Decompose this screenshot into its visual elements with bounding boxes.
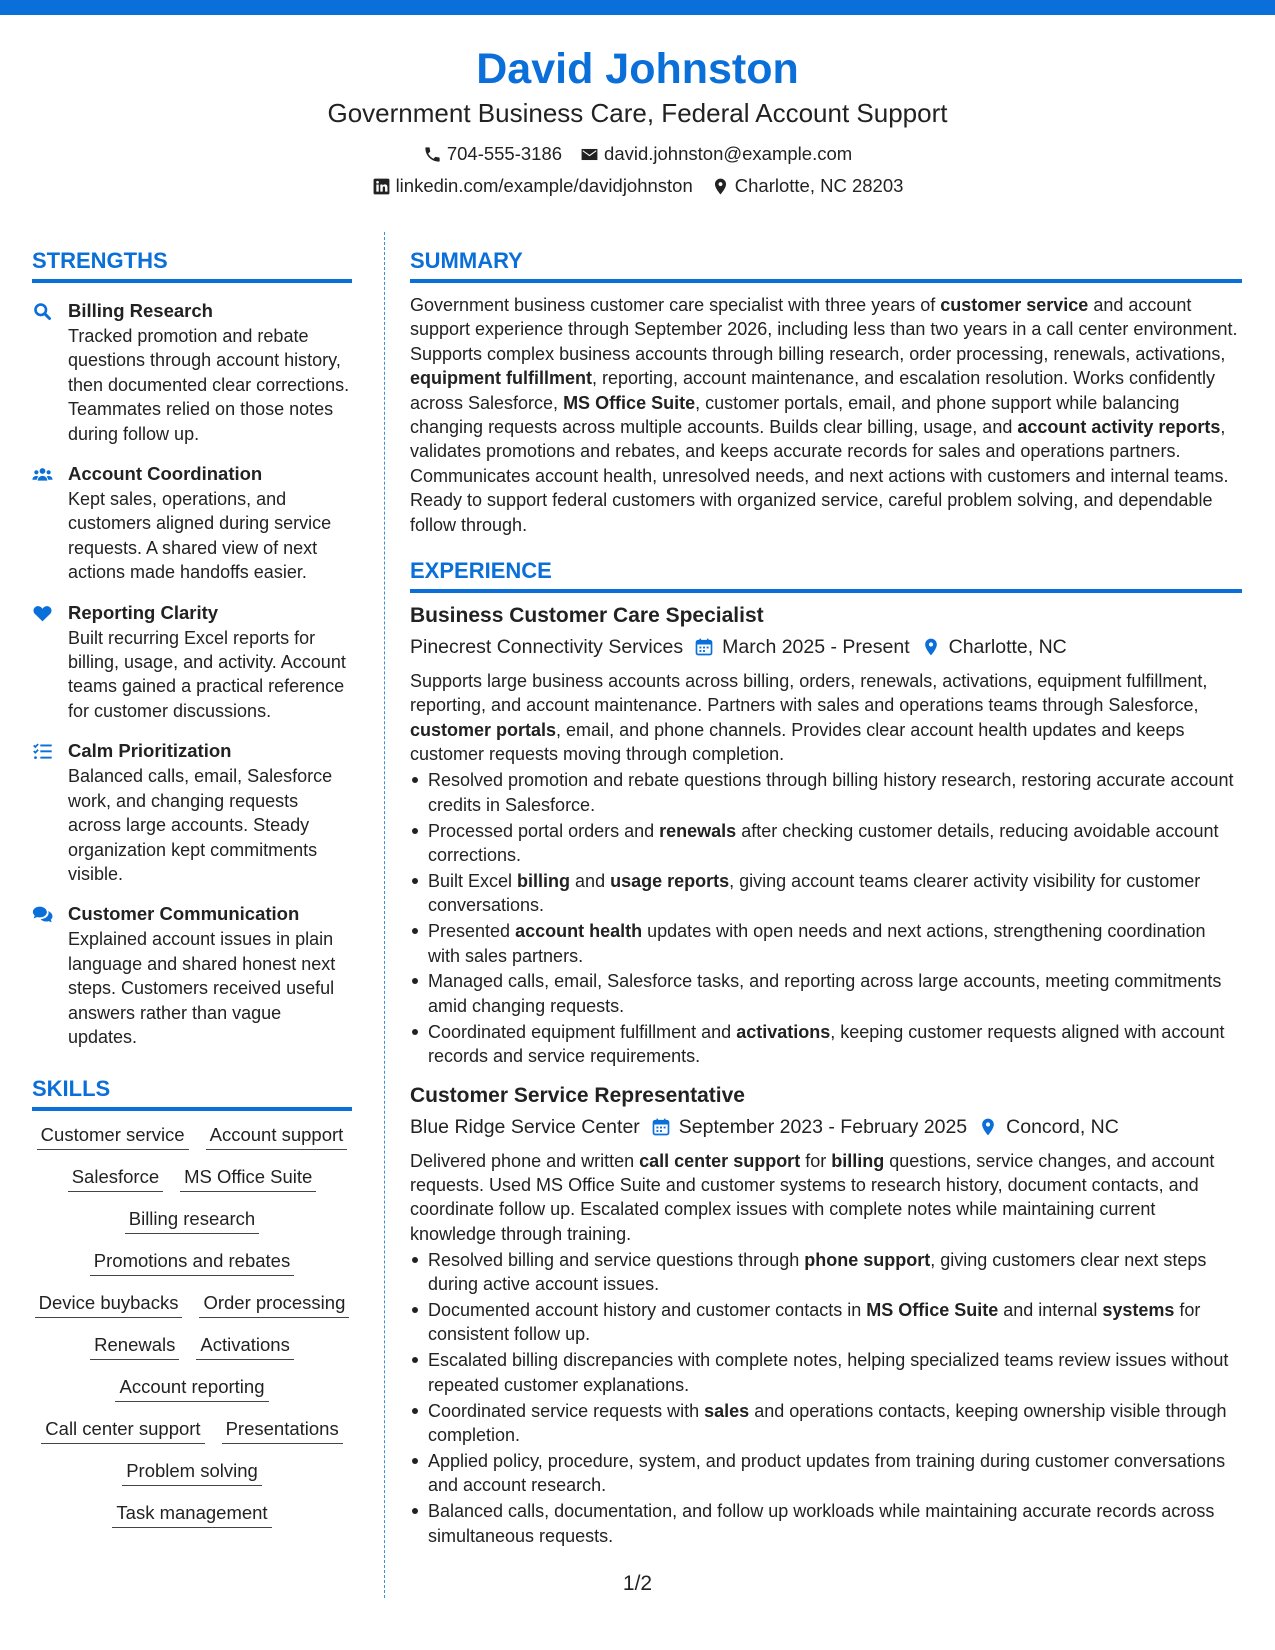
bold-keyword: customer portals <box>410 719 557 740</box>
strength-title: Billing Research <box>68 300 213 321</box>
job-dates: March 2025 - Present <box>722 636 910 659</box>
skill-tag: Renewals <box>90 1333 179 1360</box>
bullet-item <box>410 1449 1242 1498</box>
skill-tag: Salesforce <box>68 1165 163 1192</box>
text-run: Balanced calls, documentation, and follow up workloads while maintaining accurate records across simultaneous requests. <box>428 1501 1215 1546</box>
bullet-item <box>410 768 1242 817</box>
skill-tag: Billing research <box>125 1207 259 1234</box>
text-run: for consistent follow up. <box>428 1300 1201 1345</box>
column-divider <box>384 232 385 1598</box>
map-pin-icon <box>921 637 941 657</box>
text-run: Resolved billing and service questions through <box>428 1249 805 1270</box>
contact-email <box>580 143 852 165</box>
contact-location <box>711 175 904 197</box>
text-run: Coordinated service requests with <box>428 1400 705 1421</box>
text-run: questions, service changes, and account requests. Used MS Office Suite and customer systems to research history, document contacts, and coordinate follow up. Escalated complex issues with complete notes while maintaining current knowledge through training. <box>410 1150 1215 1244</box>
phone-text: 704-555-3186 <box>446 143 563 164</box>
skill-row <box>32 1459 352 1486</box>
bold-keyword: MS Office Suite <box>866 1300 999 1320</box>
search-icon <box>32 301 53 322</box>
linkedin-icon <box>372 177 391 196</box>
strength-item <box>32 902 352 1049</box>
strength-desc: Tracked promotion and rebate questions through account history, then documented clear corrections. Teammates relied on those notes during follow up. <box>68 326 350 444</box>
skills-heading: SKILLS <box>32 1075 352 1111</box>
skill-row <box>32 1375 352 1402</box>
job-bullets <box>410 1248 1242 1548</box>
map-pin-icon <box>978 1117 998 1137</box>
contact-linkedin <box>372 175 693 197</box>
text-run: Applied policy, procedure, system, and product updates from training during customer conversations and account research. <box>428 1450 1226 1496</box>
text-run: Documented account history and customer contacts in <box>428 1300 867 1320</box>
bullet-item <box>410 819 1242 868</box>
bold-keyword: phone support <box>804 1249 931 1270</box>
text-run: Supports large business accounts across billing, orders, renewals, activations, equipment fulfillment, reporting, and account maintenance. Partners with sales and operations teams through Salesforce, <box>410 671 1208 716</box>
skill-tag: Device buybacks <box>35 1291 183 1318</box>
text-run: Delivered phone and written <box>410 1150 640 1171</box>
bold-keyword: customer service <box>940 295 1089 315</box>
job-meta <box>410 1114 1242 1140</box>
bullet-item <box>410 1399 1242 1448</box>
skill-tag: Presentations <box>222 1417 343 1444</box>
skill-row <box>32 1123 352 1150</box>
candidate-role: Government Business Care, Federal Account Support <box>327 98 948 128</box>
job-location: Charlotte, NC <box>948 636 1067 659</box>
bullet-item <box>410 869 1242 918</box>
job-bullets <box>410 768 1242 1068</box>
resume-header <box>0 44 1275 197</box>
text-run: Government business customer care specialist with three years of <box>410 295 941 315</box>
text-run: Managed calls, email, Salesforce tasks, and reporting across large accounts, meeting commitments amid changing requests. <box>428 971 1222 1016</box>
job-entry <box>410 603 1242 1069</box>
text-run: and <box>570 870 611 891</box>
strength-item <box>32 601 352 724</box>
right-column <box>410 247 1242 1548</box>
bold-keyword: sales <box>704 1400 750 1421</box>
text-run: after checking customer details, reducing avoidable account corrections. <box>428 820 1219 865</box>
skill-tag: Task management <box>112 1501 271 1528</box>
calendar-icon <box>694 637 714 657</box>
top-accent-bar <box>0 0 1275 15</box>
job-meta <box>410 634 1242 660</box>
summary-text <box>410 293 1242 537</box>
text-run: updates with open needs and next actions, strengthening coordination with sales partners. <box>428 921 1206 966</box>
strength-title: Account Coordination <box>68 463 263 485</box>
skill-row <box>32 1165 352 1192</box>
summary-heading: SUMMARY <box>410 247 1242 283</box>
strength-item <box>32 299 352 446</box>
skill-tag: MS Office Suite <box>180 1165 316 1192</box>
bold-keyword: activations <box>736 1021 831 1042</box>
bold-keyword: systems <box>1102 1300 1175 1320</box>
strength-title: Calm Prioritization <box>68 740 232 762</box>
bold-keyword: MS Office Suite <box>563 392 696 413</box>
candidate-name: David Johnston <box>476 45 799 93</box>
strength-desc: Explained account issues in plain language and shared honest next steps. Customers received useful answers rather than vague updates. <box>68 929 336 1047</box>
contact-line-1 <box>0 143 1275 165</box>
text-run: , email, and phone channels. Provides clear account health updates and keeps customer requests moving through completion. <box>410 719 1185 765</box>
job-title: Business Customer Care Specialist <box>410 604 764 628</box>
skill-tag: Call center support <box>41 1417 204 1444</box>
text-run: for <box>800 1150 832 1171</box>
contact-line-2 <box>0 175 1275 197</box>
text-run: Processed portal orders and <box>428 820 660 841</box>
skill-tag: Order processing <box>199 1291 349 1318</box>
job-entry <box>410 1083 1242 1549</box>
bold-keyword: account health <box>515 921 643 942</box>
skill-row <box>32 1291 352 1318</box>
skill-row <box>32 1333 352 1360</box>
experience-heading: EXPERIENCE <box>410 557 1242 593</box>
text-run: , validates promotions and rebates, and keeps accurate records for sales and operations partners. Communicates account health, unresolved needs, and next actions with customers and internal teams. Ready to support federal customers with organized service, careful problem solving, and dependable follow through. <box>410 417 1229 535</box>
text-run: Built Excel <box>428 870 518 891</box>
skill-tag: Promotions and rebates <box>90 1249 294 1276</box>
contact-phone <box>423 143 562 165</box>
bullet-item <box>410 919 1242 968</box>
skill-tag: Activations <box>196 1333 293 1360</box>
checklist-icon <box>32 741 53 762</box>
company-name: Pinecrest Connectivity Services <box>410 636 684 659</box>
bullet-item <box>410 1298 1242 1347</box>
location-text: Charlotte, NC 28203 <box>734 175 904 196</box>
text-run: Resolved promotion and rebate questions through billing history research, restoring accurate account credits in Salesforce. <box>428 770 1234 815</box>
map-pin-icon <box>711 177 730 196</box>
job-dates: September 2023 - February 2025 <box>678 1115 968 1138</box>
skills-list <box>32 1123 352 1528</box>
comments-icon <box>32 904 53 925</box>
job-location: Concord, NC <box>1006 1115 1119 1138</box>
strength-desc: Balanced calls, email, Salesforce work, and changing requests across large accounts. Steady organization kept commitments visible. <box>68 766 333 884</box>
strength-item <box>32 739 352 886</box>
text-run: and internal <box>998 1300 1103 1320</box>
phone-icon <box>423 145 442 164</box>
bold-keyword: billing <box>831 1150 885 1171</box>
strength-desc: Kept sales, operations, and customers aligned during service requests. A shared view of next actions made handoffs easier. <box>68 489 332 583</box>
bullet-item <box>410 1499 1242 1548</box>
bold-keyword: call center support <box>639 1150 801 1171</box>
text-run: and operations contacts, keeping ownership visible through completion. <box>428 1400 1227 1446</box>
strengths-heading: STRENGTHS <box>32 247 352 283</box>
calendar-icon <box>651 1117 671 1137</box>
bullet-item <box>410 1348 1242 1397</box>
heart-icon <box>32 603 53 624</box>
job-description <box>410 1149 1242 1247</box>
job-description <box>410 669 1242 767</box>
text-run: , keeping customer requests aligned with account records and service requirements. <box>428 1021 1225 1067</box>
strength-title: Customer Communication <box>68 903 300 925</box>
text-run: Presented <box>428 921 516 942</box>
skill-tag: Account support <box>206 1123 348 1150</box>
text-run: Coordinated equipment fulfillment and <box>428 1021 737 1042</box>
bullet-item <box>410 969 1242 1018</box>
skill-row <box>32 1417 352 1444</box>
email-text: david.johnston@example.com <box>604 143 853 164</box>
envelope-icon <box>580 145 599 164</box>
bold-keyword: account activity reports <box>1017 417 1221 438</box>
linkedin-text: linkedin.com/example/davidjohnston <box>395 175 693 196</box>
bold-keyword: usage reports <box>610 870 730 891</box>
text-run: , giving customers clear next steps during active account issues. <box>428 1249 1207 1295</box>
bold-keyword: billing <box>517 870 571 891</box>
bold-keyword: equipment fulfillment <box>410 368 592 389</box>
skill-tag: Account reporting <box>115 1375 268 1402</box>
job-title: Customer Service Representative <box>410 1083 745 1107</box>
users-icon <box>32 464 53 485</box>
skill-tag: Problem solving <box>122 1459 262 1486</box>
page-number: 1/2 <box>622 1572 653 1595</box>
strength-title: Reporting Clarity <box>68 601 219 623</box>
text-run: and account support experience through September 2026, including less than two years in a call center environment. Supports complex business accounts through billing research, order processing, renewals, activations, <box>410 295 1238 364</box>
company-name: Blue Ridge Service Center <box>410 1115 640 1138</box>
left-column <box>32 247 352 1528</box>
text-run: , reporting, account maintenance, and escalation resolution. Works confidently across Salesforce, <box>410 368 1216 413</box>
bold-keyword: renewals <box>659 820 737 841</box>
text-run: , giving account teams clearer activity visibility for customer conversations. <box>428 870 1201 916</box>
bullet-item <box>410 1248 1242 1297</box>
skill-tag: Customer service <box>37 1123 189 1150</box>
bullet-item <box>410 1020 1242 1069</box>
skill-row <box>32 1249 352 1276</box>
strength-item <box>32 462 352 585</box>
jobs-list <box>410 603 1242 1548</box>
text-run: Escalated billing discrepancies with complete notes, helping specialized teams review issues without repeated customer explanations. <box>428 1350 1229 1395</box>
skill-row <box>32 1207 352 1234</box>
text-run: , customer portals, email, and phone support while balancing changing requests across multiple accounts. Builds clear billing, usage, and <box>410 392 1180 438</box>
strength-desc: Built recurring Excel reports for billing, usage, and activity. Account teams gained a practical reference for customer discussions. <box>68 627 346 721</box>
skill-row <box>32 1501 352 1528</box>
